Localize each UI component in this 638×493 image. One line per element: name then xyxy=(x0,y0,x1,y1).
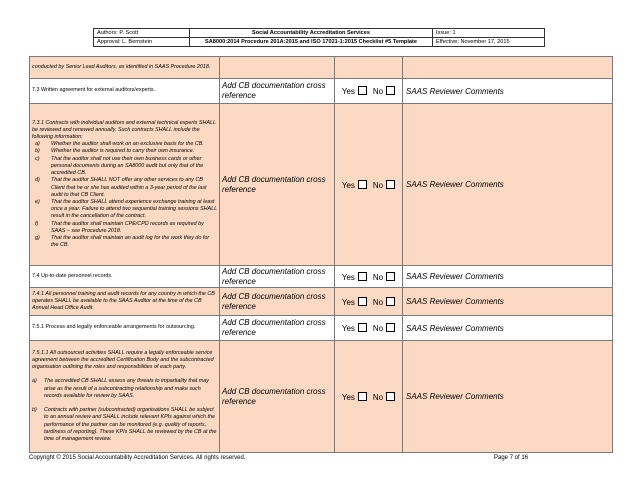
procedure-title: SA8000:2014 Procedure 201A:2015 and ISO 17021-1:2015 Checklist #5 Template xyxy=(190,38,433,47)
requirement-text: 7.5.1 Process and legally enforceable arrangements for outsourcing. xyxy=(30,316,220,341)
list-label: g) xyxy=(35,234,40,241)
list-item: That the auditor shall not use their own business cards or other personal documents during an SA8000 audit but only that of the accredited CB. xyxy=(51,155,204,177)
yes-no-group xyxy=(335,79,403,104)
list-item: Whether the auditor is required to carry their own insurance. xyxy=(51,148,195,155)
no-label: No xyxy=(372,392,384,402)
reviewer-comments-field[interactable]: SAAS Reviewer Comments xyxy=(403,341,613,453)
issue-cell: Issue: 1 xyxy=(433,29,545,38)
list-label: e) xyxy=(35,198,40,205)
requirement-text xyxy=(30,104,220,266)
cb-reference-field[interactable]: Add CB documentation cross reference xyxy=(220,288,335,316)
yes-checkbox[interactable] xyxy=(358,323,367,332)
checklist-row xyxy=(30,104,613,266)
yes-checkbox[interactable] xyxy=(358,392,367,401)
yes-no-group xyxy=(335,341,403,453)
yes-checkbox[interactable] xyxy=(358,86,367,95)
yes-no-group xyxy=(335,316,403,341)
yes-no-group xyxy=(335,266,403,288)
list-item: That the auditor shall maintain CPE/CPD records as required by SAAS – see Procedure 2018. xyxy=(51,220,204,234)
requirement-text xyxy=(30,341,220,453)
checklist-row xyxy=(30,316,613,341)
list-label: a) xyxy=(35,141,40,148)
requirement-text: 7.4 Up-to-date personnel records. xyxy=(30,266,220,288)
cb-reference-field[interactable]: Add CB documentation cross reference xyxy=(220,104,335,266)
yes-no-group xyxy=(335,104,403,266)
no-label: No xyxy=(372,324,384,333)
yes-no-group xyxy=(335,288,403,316)
reviewer-comments-field[interactable]: SAAS Reviewer Comments xyxy=(403,79,613,104)
yes-label: Yes xyxy=(341,180,355,190)
list-item: That the auditor shall maintain an audit log for the work they do for the CB. xyxy=(51,234,210,249)
list-label: c) xyxy=(35,155,40,162)
effective-cell: Effective: November 17, 2015 xyxy=(433,38,545,47)
reviewer-comments-field[interactable]: SAAS Reviewer Comments xyxy=(403,288,613,316)
footer-page-number: Page 7 of 16 xyxy=(494,455,529,461)
requirement-intro: 7.3.1 Contracts with individual auditors and external technical experts SHALL be reviewed and renewed annually. Such contracts SHALL include the following information: xyxy=(32,119,216,141)
no-checkbox[interactable] xyxy=(386,392,395,401)
cb-reference-field[interactable]: Add CB documentation cross reference xyxy=(220,266,335,288)
yes-checkbox[interactable] xyxy=(358,272,367,281)
no-label: No xyxy=(372,180,384,190)
no-checkbox[interactable] xyxy=(386,272,395,281)
checklist-row xyxy=(30,341,613,453)
requirement-text: conducted by Senior Lead Auditors, as identified in SAAS Procedure 2018. xyxy=(30,57,220,79)
document-header xyxy=(93,28,545,47)
cb-reference-field[interactable]: Add CB documentation cross reference xyxy=(220,79,335,104)
requirement-text: 7.4.1 All personnel training and audit records for any country in which the CB operates SHALL be available to the SAAS Auditor at the time of the CB Annual Head Office Audit. xyxy=(30,288,220,316)
header-title: Social Accountability Accreditation Services xyxy=(190,29,433,38)
requirement-intro: 7.5.1.1 All outsourced activities SHALL require a legally enforceable service agreement between the accredited Certification Body and the subcontracted organisation outlining the roles and responsibilities of each party. xyxy=(32,349,214,371)
list-label: f) xyxy=(35,220,39,227)
reviewer-comments-field[interactable]: SAAS Reviewer Comments xyxy=(403,316,613,341)
no-checkbox[interactable] xyxy=(386,323,395,332)
no-checkbox[interactable] xyxy=(386,297,395,306)
no-checkbox[interactable] xyxy=(386,180,395,189)
no-label: No xyxy=(372,297,384,307)
requirement-text: 7.3 Written agreement for external auditors/experts. xyxy=(30,79,220,104)
cb-reference-field[interactable]: Add CB documentation cross reference xyxy=(220,341,335,453)
checklist-row xyxy=(30,57,613,79)
no-checkbox[interactable] xyxy=(386,86,395,95)
list-label: a) xyxy=(32,378,37,385)
checklist-row xyxy=(30,79,613,104)
authors-cell: Authors: P. Scott xyxy=(94,29,190,38)
no-label: No xyxy=(372,87,384,96)
list-item: Whether the auditor shall work on an exclusive basis for the CB. xyxy=(51,141,204,148)
yes-label: Yes xyxy=(341,87,355,96)
list-label: d) xyxy=(35,177,40,184)
reviewer-comments-field[interactable]: SAAS Reviewer Comments xyxy=(403,266,613,288)
cb-reference-field[interactable]: Add CB documentation cross reference xyxy=(220,316,335,341)
list-item: That the auditor SHALL attend experience exchange training at least once a year. Failure to attend two sequential training sessions SHALL result in the cancellation of the contract. xyxy=(51,198,218,220)
yes-label: Yes xyxy=(341,392,355,402)
yes-checkbox[interactable] xyxy=(358,297,367,306)
list-item: The accredited CB SHALL assess any threats to impartiality that may arise as the result of a subcontracting relationship and make such records available for review by SAAS. xyxy=(44,378,209,399)
list-label: b) xyxy=(35,148,40,155)
yes-label: Yes xyxy=(341,324,355,333)
checklist-row xyxy=(30,266,613,288)
yes-label: Yes xyxy=(341,272,355,282)
checklist-row xyxy=(30,288,613,316)
yes-label: Yes xyxy=(341,297,355,307)
reviewer-comments-field[interactable]: SAAS Reviewer Comments xyxy=(403,104,613,266)
list-item: Contracts with partner (subcontracted) organisations SHALL be subject to an annual review and SHALL include relevant KPIs against which the performance of the partner can be monitored (e.g. quality of reports, tardiness of reporting). These KPIs SHALL be reviewed by the CB at the time of management review. xyxy=(44,407,217,442)
yes-checkbox[interactable] xyxy=(358,180,367,189)
list-item: That the auditor SHALL NOT offer any other services to any CB Client that he or she has audited within a 3-year period of the last audit to that CB Client. xyxy=(51,177,207,198)
list-label: b) xyxy=(32,407,37,414)
approval-cell: Approval: L. Bernstein xyxy=(94,38,190,47)
no-label: No xyxy=(372,272,384,282)
checklist-table xyxy=(29,56,613,453)
footer-copyright: Copyright © 2015 Social Accountability Accreditation Services. All rights reserved. xyxy=(29,455,246,461)
